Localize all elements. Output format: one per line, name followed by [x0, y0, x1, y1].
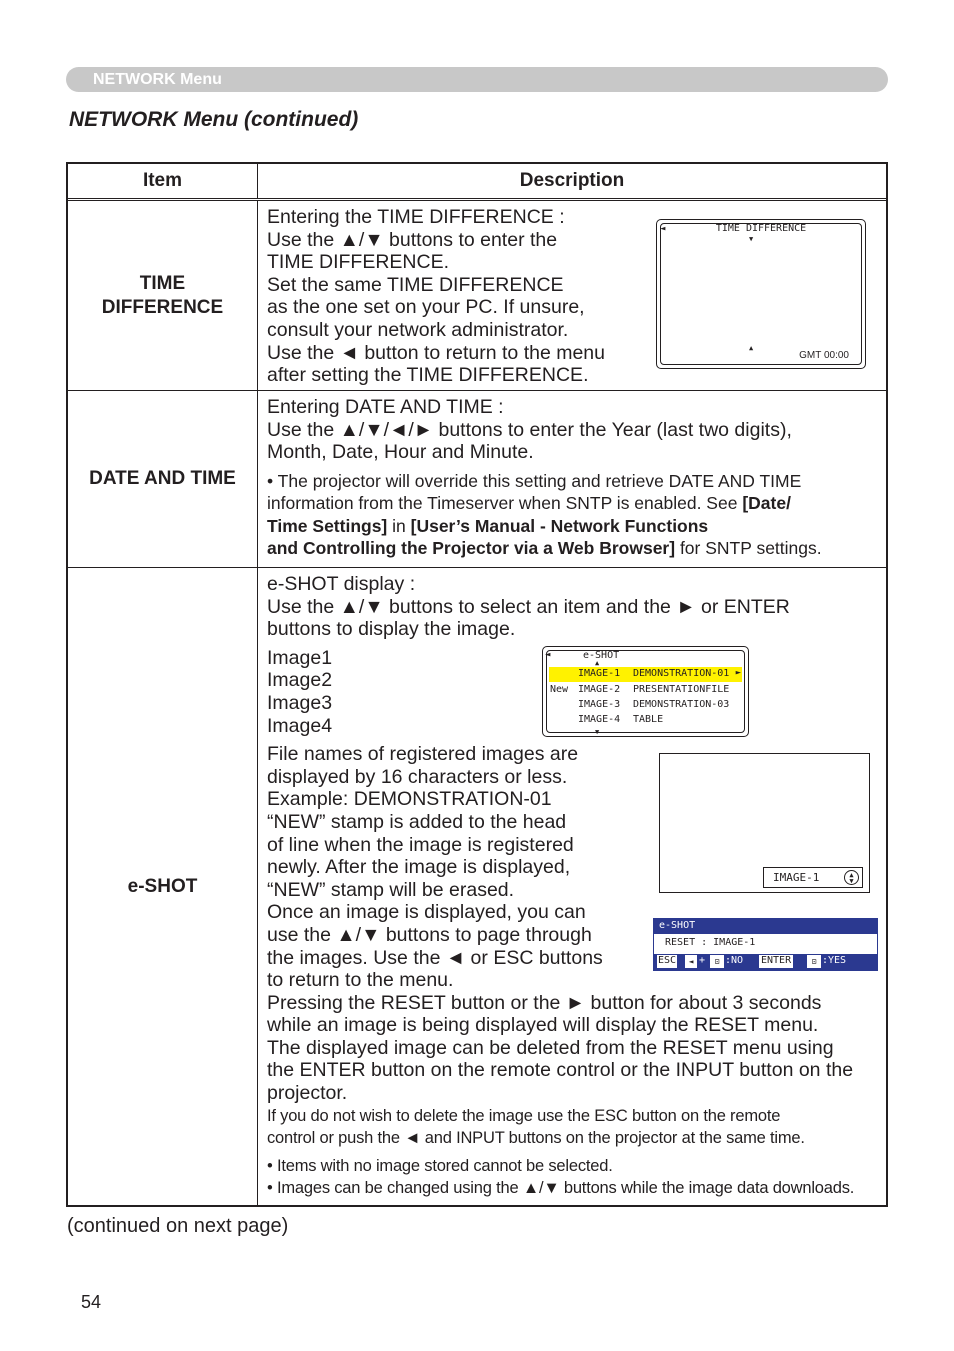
desc-date-and-time [267, 396, 876, 560]
text-line: displayed by 16 characters or less. [267, 765, 568, 788]
esc-key-label[interactable]: ESC [658, 955, 677, 966]
eshot-file: PRESENTATIONFILE [633, 684, 730, 695]
bullet-item: • Items with no image stored cannot be selected. [267, 1156, 613, 1175]
item-time-difference-line2: DIFFERENCE [101, 296, 224, 318]
left-arrow-icon: ◄ [660, 224, 666, 234]
text-line: use the ▲/▼ buttons to page through [267, 923, 592, 946]
reset-osd-title: e-SHOT [659, 920, 696, 931]
note-line: information from the Timeserver when SNTP is enabled. See [Date/ [267, 493, 791, 514]
note-line: and Controlling the Projector via a Web Browser] for SNTP settings. [267, 538, 822, 559]
network-menu-table [66, 162, 888, 1207]
continued-note: (continued on next page) [67, 1215, 289, 1237]
bullet-item: • Images can be changed using the ▲/▼ buttons while the image data downloads. [267, 1179, 855, 1198]
text-line: Example: DEMONSTRATION-01 [267, 788, 552, 811]
table-header-row [68, 164, 886, 198]
note-line: • The projector will override this setting and retrieve DATE AND TIME [267, 470, 802, 491]
reset-osd-line: RESET : IMAGE-1 [665, 937, 756, 948]
column-header-description: Description [519, 170, 625, 191]
table-row-date-and-time [68, 390, 886, 567]
table-row-time-difference [68, 198, 886, 390]
section-header-label: NETWORK Menu [93, 71, 222, 88]
text-line: Pressing the RESET button or the ► button for about 3 seconds [267, 991, 822, 1014]
up-arrow-icon: ▲ [749, 344, 754, 352]
eshot-menu-row[interactable] [549, 713, 742, 728]
image-list-item: Image1 [267, 646, 333, 669]
text-line: the ENTER button on the remote control or the INPUT button on the [267, 1059, 854, 1082]
eshot-file: DEMONSTRATION-03 [633, 699, 730, 710]
text-line: Month, Date, Hour and Minute. [267, 441, 534, 464]
text-line: The displayed image can be deleted from the RESET menu using [267, 1036, 834, 1059]
image-list-item: Image4 [267, 714, 333, 737]
column-header-item: Item [142, 170, 183, 191]
eshot-slot: IMAGE-1 [578, 668, 621, 679]
item-date-and-time: DATE AND TIME [89, 468, 236, 489]
page-number: 54 [81, 1292, 102, 1312]
text-line: buttons to display the image. [267, 618, 516, 641]
eshot-menu-title: e-SHOT [583, 650, 620, 661]
eshot-menu-osd [542, 646, 749, 737]
time-difference-osd-title: TIME DIFFERENCE [715, 223, 807, 234]
text-line: File names of registered images are [267, 743, 579, 766]
text-line: consult your network administrator. [267, 318, 569, 341]
text-line: Use the ▲/▼ buttons to enter the [267, 228, 558, 251]
eshot-slot: IMAGE-2 [578, 684, 621, 695]
eshot-menu-row[interactable] [549, 698, 742, 713]
time-difference-osd [656, 219, 866, 369]
text-line: Use the ▲/▼/◄/► buttons to enter the Year (last two digits), [267, 418, 792, 441]
text-line: Use the ◄ button to return to the menu [267, 341, 605, 364]
text-line: after setting the TIME DIFFERENCE. [267, 364, 589, 387]
text-line: e-SHOT display : [267, 573, 416, 595]
table-row-eshot [68, 567, 886, 1205]
item-time-difference [68, 201, 257, 390]
text-line: of line when the image is registered [267, 833, 574, 856]
image-list-item: Image3 [267, 691, 333, 714]
up-down-icon: ▲ ▼ [844, 870, 859, 885]
note-line: Time Settings] in [User’s Manual - Network Functions [267, 515, 709, 536]
left-key-icon[interactable]: ◄ [685, 955, 697, 968]
text-line: Entering DATE AND TIME : [267, 396, 504, 418]
no-label: :NO [725, 955, 744, 966]
eshot-slot: IMAGE-4 [578, 714, 621, 725]
item-time-difference-line1: TIME [139, 272, 186, 294]
eshot-image-display [659, 753, 870, 893]
text-line: Once an image is displayed, you can [267, 901, 586, 924]
time-difference-osd-value: GMT 00:00 [799, 350, 849, 361]
text-line: Entering the TIME DIFFERENCE : [267, 206, 565, 228]
item-eshot: e-SHOT [127, 875, 198, 897]
eshot-slot: IMAGE-3 [578, 699, 621, 710]
up-arrow-icon: ▲ [595, 659, 600, 667]
reset-osd-footer [654, 954, 877, 970]
eshot-file: DEMONSTRATION-01 [633, 668, 730, 679]
new-stamp: New [550, 684, 569, 695]
text-line: newly. After the image is displayed, [267, 856, 571, 879]
image-label-box [763, 867, 863, 888]
text-line: Set the same TIME DIFFERENCE [267, 273, 564, 296]
text-line: control or push the ◄ and INPUT buttons on the projector at the same time. [267, 1129, 805, 1148]
text-line: to return to the menu. [267, 969, 454, 992]
text-line: TIME DIFFERENCE. [267, 251, 450, 274]
down-arrow-icon: ▼ [749, 235, 754, 243]
text-line: If you do not wish to delete the image use the ESC button on the remote [267, 1106, 781, 1125]
down-arrow-icon: ▼ [595, 728, 600, 736]
eshot-reset-osd [653, 918, 878, 971]
text-line: “NEW” stamp will be erased. [267, 878, 515, 901]
yes-label: :YES [822, 955, 847, 966]
input-key-icon[interactable]: ⊡ [807, 955, 821, 968]
section-header-bar [66, 67, 888, 92]
text-line: “NEW” stamp is added to the head [267, 810, 567, 833]
plus-label: + [699, 955, 706, 966]
eshot-file: TABLE [633, 714, 664, 725]
reset-osd-titlebar [654, 919, 877, 934]
text-line: projector. [267, 1082, 348, 1105]
right-arrow-icon: ► [735, 668, 741, 678]
left-arrow-icon: ◄ [545, 650, 551, 660]
text-line: as the one set on your PC. If unsure, [267, 296, 585, 319]
input-key-icon[interactable]: ⊡ [710, 955, 724, 968]
image-label: IMAGE-1 [773, 871, 820, 884]
eshot-menu-row[interactable] [549, 683, 742, 698]
text-line: while an image is being displayed will display the RESET menu. [267, 1014, 819, 1037]
text-line: Use the ▲/▼ buttons to select an item and the ► or ENTER [267, 595, 790, 618]
image-list-item: Image2 [267, 669, 333, 692]
eshot-menu-row-selected[interactable] [549, 667, 742, 682]
page-title: NETWORK Menu (continued) [69, 108, 359, 131]
text-line: the images. Use the ◄ or ESC buttons [267, 946, 603, 969]
enter-key-label[interactable]: ENTER [761, 955, 792, 966]
